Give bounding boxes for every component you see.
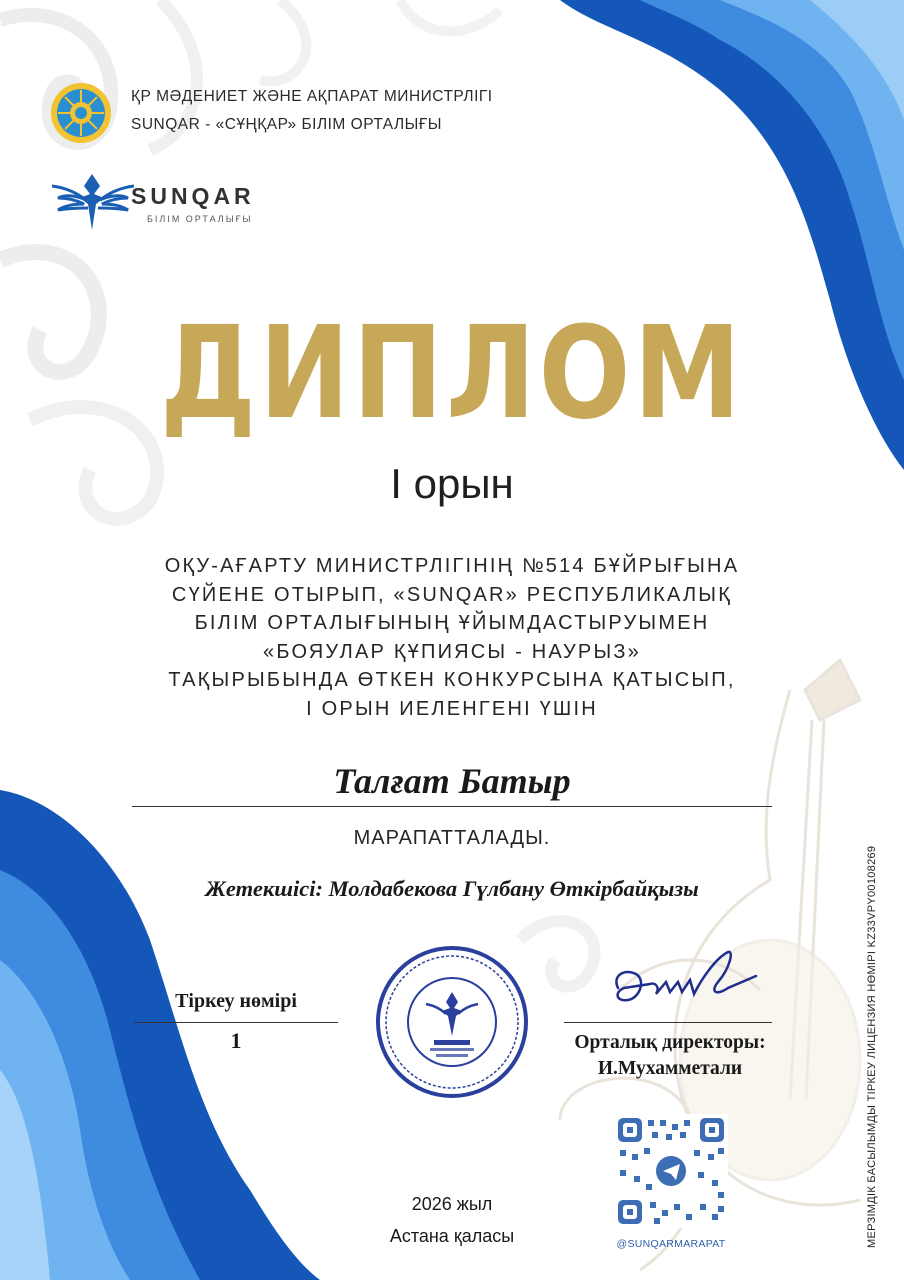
license-number: МЕРЗІМДІК БАСЫЛЫМДЫ ТІРКЕУ ЛИЦЕНЗИЯ НӨМІРІ KZ33VPY00108269 [866, 845, 878, 1248]
sunqar-eagle-logo-icon [48, 164, 138, 236]
description-line: БІЛІМ ОРТАЛЫҒЫНЫҢ ҰЙЫМДАСТЫРУЫМЕН [194, 612, 710, 634]
center-name: SUNQAR - «СҰҢҚАР» БІЛІМ ОРТАЛЫҒЫ [131, 116, 442, 133]
supervisor-name: Жетекшісі: Молдабекова Гүлбану Өткірбайқызы [205, 876, 699, 901]
kazakhstan-emblem-icon [50, 82, 112, 144]
description-line: I ОРЫН ИЕЛЕНГЕНІ ҮШІН [306, 697, 598, 720]
signature-icon [606, 948, 766, 1014]
description-line: СҮЙЕНЕ ОТЫРЫП, «SUNQAR» РЕСПУБЛИКАЛЫҚ [171, 583, 733, 606]
director-name: И.Мухамметали [597, 1058, 743, 1079]
qr-code-icon[interactable] [614, 1114, 728, 1228]
issue-year: 2026 жыл [411, 1194, 493, 1214]
brand-name: SUNQAR [131, 183, 255, 209]
registration-number: 1 [230, 1028, 242, 1053]
description-line: ТАҚЫРЫБЫНДА ӨТКЕН КОНКУРСЫНА ҚАТЫСЫП, [168, 669, 736, 691]
signature-line [564, 1022, 772, 1023]
place-award: I орын [390, 460, 514, 507]
registration-label: Тіркеу нөмірі [175, 990, 297, 1012]
social-handle: @SUNQARMARAPAT [616, 1238, 726, 1250]
issue-city: Астана қаласы [389, 1226, 515, 1246]
director-role: Орталық директоры: [574, 1032, 766, 1053]
description-line: ОҚУ-АҒАРТУ МИНИСТРЛІГІНІҢ №514 БҰЙРЫҒЫНА [164, 555, 740, 577]
award-description [70, 552, 834, 723]
registration-underline [134, 1022, 338, 1023]
round-stamp-icon [374, 944, 530, 1100]
description-line: «БОЯУЛАР ҚҰПИЯСЫ - НАУРЫЗ» [263, 640, 641, 663]
diploma-title: ДИПЛОМ [160, 300, 744, 448]
ministry-name: ҚР МӘДЕНИЕТ ЖӘНЕ АҚПАРАТ МИНИСТРЛІГІ [131, 88, 493, 105]
recipient-underline [132, 806, 772, 807]
recipient-name: Талғат Батыр [333, 761, 571, 801]
brand-subtitle: БІЛІМ ОРТАЛЫҒЫ [147, 214, 253, 224]
awarded-text: МАРАПАТТАЛАДЫ. [353, 827, 551, 849]
